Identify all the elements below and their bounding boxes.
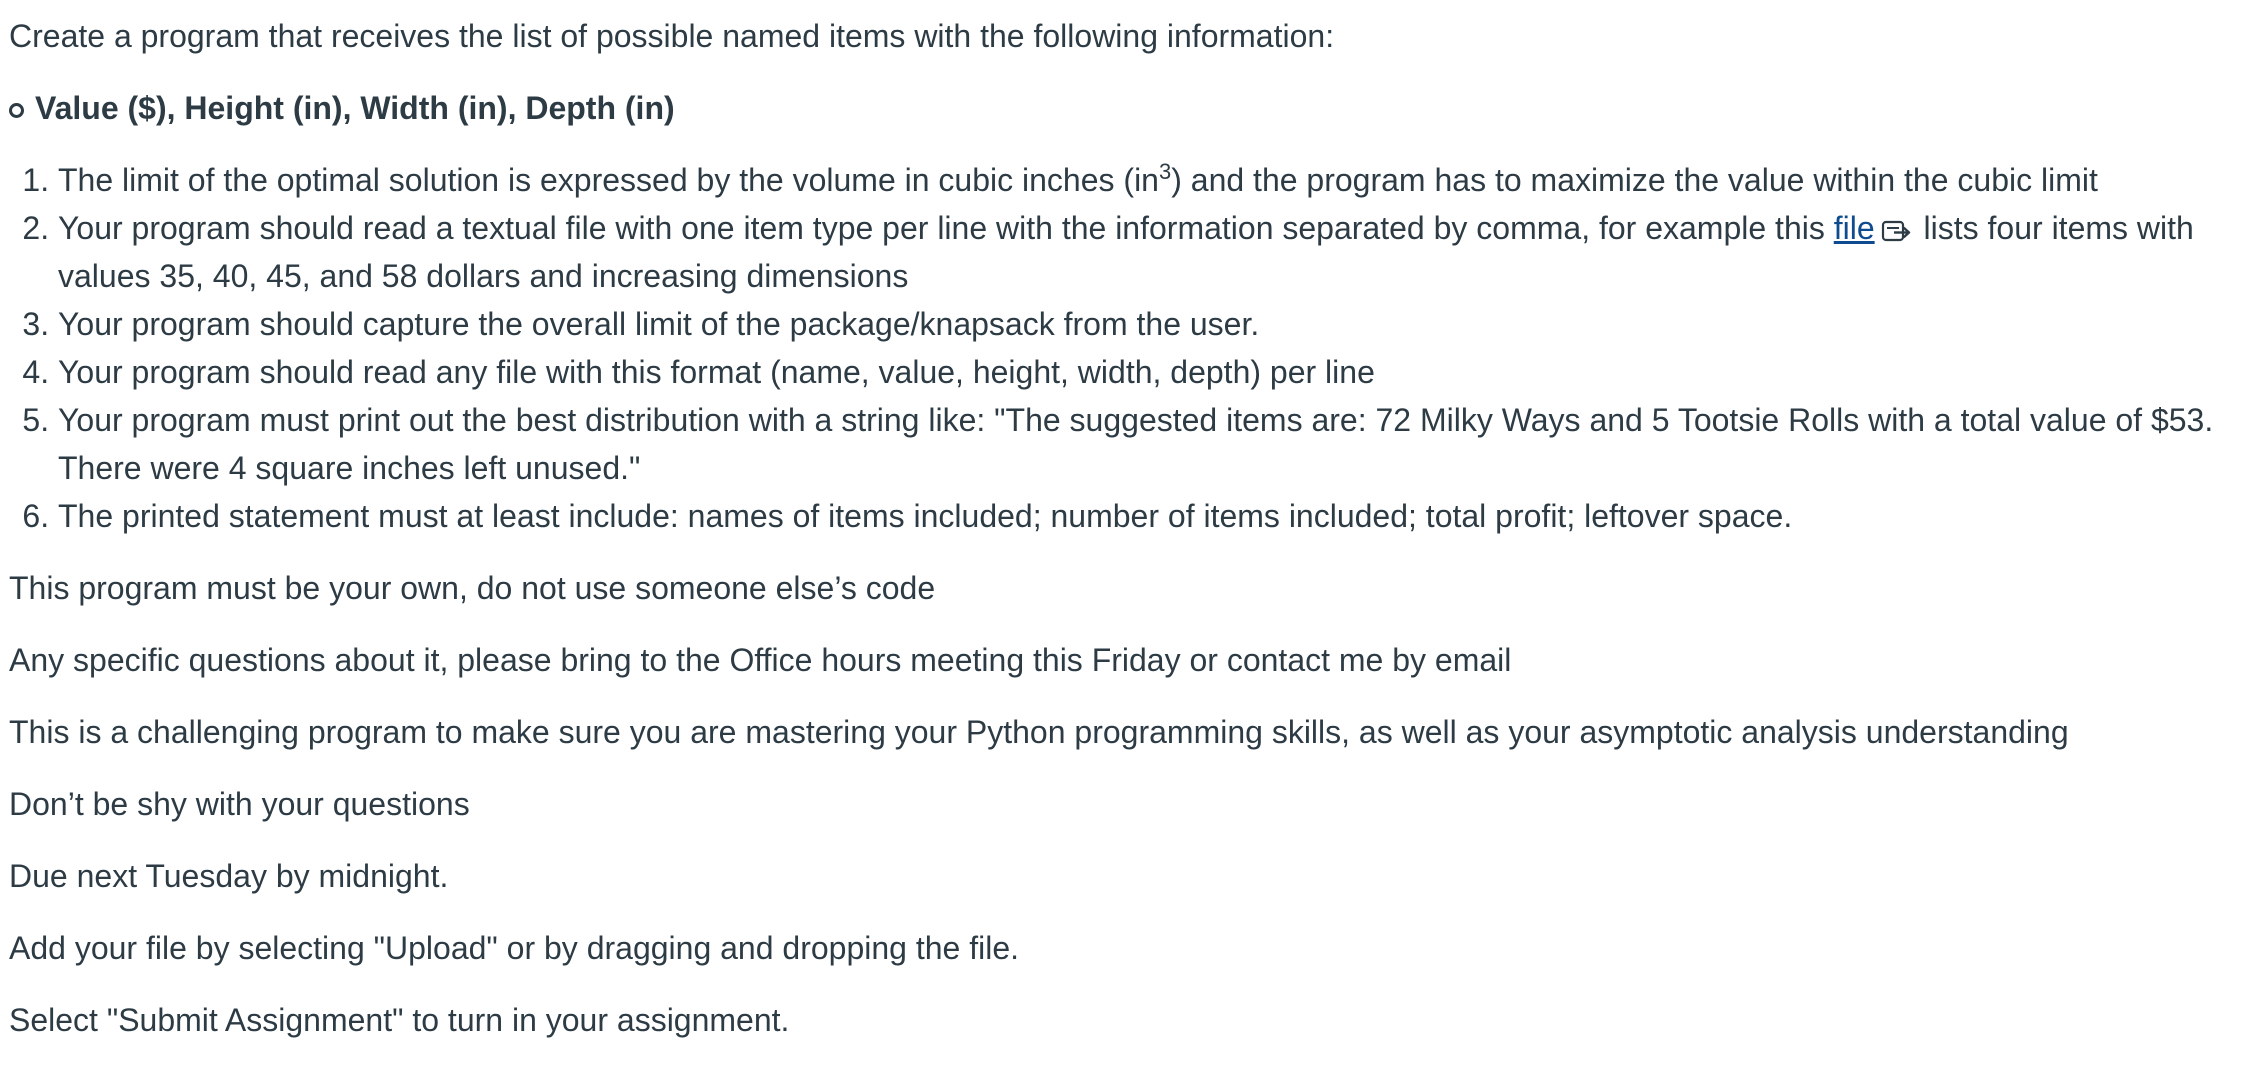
external-link-icon[interactable]: [1881, 217, 1913, 243]
hollow-circle-bullet-icon: [9, 103, 24, 118]
due-date-text: Due next Tuesday by midnight.: [9, 858, 449, 894]
requirement-item-6: 6. The printed statement must at least include: names of items included; number of items included; total profit; leftover space.: [58, 492, 2246, 540]
challenge-text: This is a challenging program to make sure you are mastering your Python programming skills, as well as your asymptotic analysis understanding: [9, 714, 2069, 750]
requirement-item-1: 1. The limit of the optimal solution is expressed by the volume in cubic inches $(in^3)$ and the program has to maximize the value within the cubic limit: [58, 156, 2246, 204]
shy-text: Don’t be shy with your questions: [9, 786, 470, 822]
requirement-item-4: 4. Your program should read any file with this format (name, value, height, width, depth) per line: [58, 348, 2246, 396]
superscript-3: 3: [1158, 159, 1172, 184]
intro-text: Create a program that receives the list of possible named items with the following information:: [9, 18, 1335, 54]
upload-instructions-text: Add your file by selecting "Upload" or by dragging and dropping the file.: [9, 930, 1020, 966]
file-link[interactable]: file: [1833, 210, 1875, 246]
requirement-item-2: 2. Your program should read a textual file with one item type per line with the information separated by comma, for example this file lists four items with values 35, 40, 45, and 58 dollars and increasing dimensions: [58, 204, 2246, 300]
requirements-list: [9, 156, 2246, 540]
questions-text: Any specific questions about it, please bring to the Office hours meeting this Friday or contact me by email: [9, 642, 1512, 678]
requirement-item-3: 3. Your program should capture the overall limit of the package/knapsack from the user.: [58, 300, 2246, 348]
requirement-item-5: 5. Your program must print out the best distribution with a string like: "The suggested items are: 72 Milky Ways and 5 Tootsie Rolls with a total value of $53. There were 4 square inches left unused.": [58, 396, 2246, 492]
item-attributes-bullet: [9, 84, 2246, 132]
item-attributes-text: Value ($), Height (in), Width (in), Depth (in): [35, 90, 675, 126]
submit-instructions-text: Select "Submit Assignment" to turn in your assignment.: [9, 1002, 790, 1038]
own-code-text: This program must be your own, do not use someone else’s code: [9, 570, 936, 606]
